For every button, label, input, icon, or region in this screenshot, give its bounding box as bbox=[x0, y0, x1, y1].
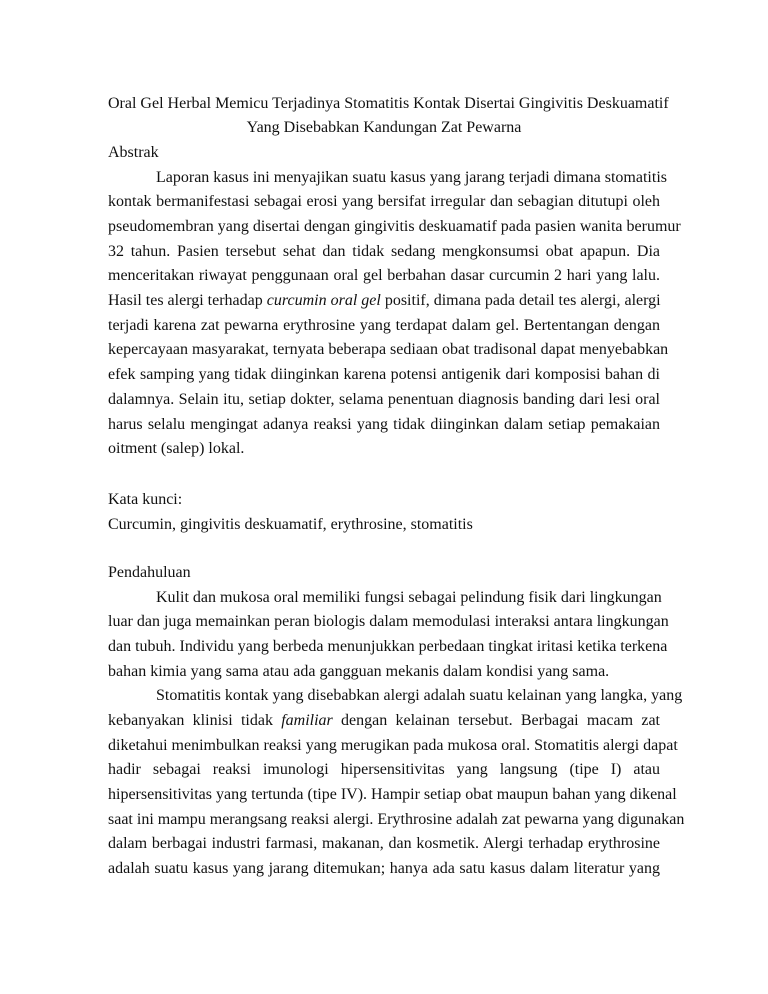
intro-paragraph-2-line: dalam berbagai industri farmasi, makanan, dan kosmetik. Alergi terhadap erythrosine bbox=[108, 835, 660, 852]
intro-line-segment: kebanyakan klinisi tidak bbox=[108, 712, 282, 729]
intro-paragraph-2-line: hipersensitivitas yang tertunda (tipe IV). Hampir setiap obat maupun bahan yang dikenal bbox=[108, 786, 677, 803]
abstract-line: pseudomembran yang disertai dengan gingivitis deskuamatif pada pasien wanita berumur bbox=[108, 218, 681, 235]
intro-paragraph-2-line: Stomatitis kontak yang disebabkan alergi adalah suatu kelainan yang langka, yang bbox=[156, 687, 683, 704]
intro-paragraph-1-line: luar dan juga memainkan peran biologis dalam memodulasi interaksi antara lingkungan bbox=[108, 613, 669, 630]
abstract-line: dalamnya. Selain itu, setiap dokter, selama penentuan diagnosis banding dari lesi oral bbox=[108, 391, 660, 408]
abstract-line: kontak bermanifestasi sebagai erosi yang bersifat irregular dan sebagian ditutupi oleh bbox=[108, 193, 660, 210]
intro-paragraph-1-line: dan tubuh. Individu yang berbeda menunjukkan perbedaan tingkat iritasi ketika terkena bbox=[108, 638, 668, 655]
abstract-heading: Abstrak bbox=[108, 144, 159, 161]
title-line-2: Yang Disebabkan Kandungan Zat Pewarna bbox=[246, 119, 522, 136]
intro-paragraph-2-line: saat ini mampu merangsang reaksi alergi. Erythrosine adalah zat pewarna yang digunakan bbox=[108, 811, 685, 828]
intro-paragraph-1-line: bahan kimia yang sama atau ada gangguan mekanis dalam kondisi yang sama. bbox=[108, 663, 610, 680]
intro-line-segment: dengan kelainan tersebut. Berbagai macam zat bbox=[332, 712, 660, 729]
abstract-line-with-italic bbox=[108, 289, 660, 313]
italic-term-familiar: familiar bbox=[281, 712, 333, 729]
keywords-heading: Kata kunci: bbox=[108, 491, 183, 508]
abstract-line: efek samping yang tidak diinginkan karena potensi antigenik dari komposisi bahan di bbox=[108, 366, 660, 383]
abstract-line: kepercayaan masyarakat, ternyata beberapa sediaan obat tradisonal dapat menyebabkan bbox=[108, 341, 669, 358]
introduction-heading: Pendahuluan bbox=[108, 564, 191, 581]
abstract-line: oitment (salep) lokal. bbox=[108, 440, 245, 457]
abstract-line: terjadi karena zat pewarna erythrosine yang terdapat dalam gel. Bertentangan dengan bbox=[108, 317, 660, 334]
abstract-line-segment: Hasil tes alergi terhadap bbox=[108, 292, 267, 309]
intro-paragraph-2-line: hadir sebagai reaksi imunologi hipersensitivitas yang langsung (tipe I) atau bbox=[108, 761, 660, 778]
intro-paragraph-2-line: adalah suatu kasus yang jarang ditemukan; hanya ada satu kasus dalam literatur yang bbox=[108, 860, 660, 877]
intro-paragraph-1-line: Kulit dan mukosa oral memiliki fungsi sebagai pelindung fisik dari lingkungan bbox=[156, 589, 662, 606]
title-line-1: Oral Gel Herbal Memicu Terjadinya Stomatitis Kontak Disertai Gingivitis Deskuamatif bbox=[108, 95, 669, 112]
abstract-line: harus selalu mengingat adanya reaksi yang tidak diinginkan dalam setiap pemakaian bbox=[108, 416, 660, 433]
intro-paragraph-2-line-with-italic bbox=[108, 709, 660, 733]
keywords-text: Curcumin, gingivitis deskuamatif, erythrosine, stomatitis bbox=[108, 516, 473, 533]
italic-term-curcumin-oral-gel: curcumin oral gel bbox=[266, 292, 381, 309]
abstract-line-segment: positif, dimana pada detail tes alergi, alergi bbox=[380, 292, 661, 309]
intro-paragraph-2-line: diketahui menimbulkan reaksi yang merugikan pada mukosa oral. Stomatitis alergi dapat bbox=[108, 737, 678, 754]
abstract-line: 32 tahun. Pasien tersebut sehat dan tidak sedang mengkonsumsi obat apapun. Dia bbox=[108, 243, 660, 260]
abstract-line: Laporan kasus ini menyajikan suatu kasus yang jarang terjadi dimana stomatitis bbox=[156, 169, 667, 186]
abstract-line: menceritakan riwayat penggunaan oral gel berbahan dasar curcumin 2 hari yang lalu. bbox=[108, 267, 660, 284]
